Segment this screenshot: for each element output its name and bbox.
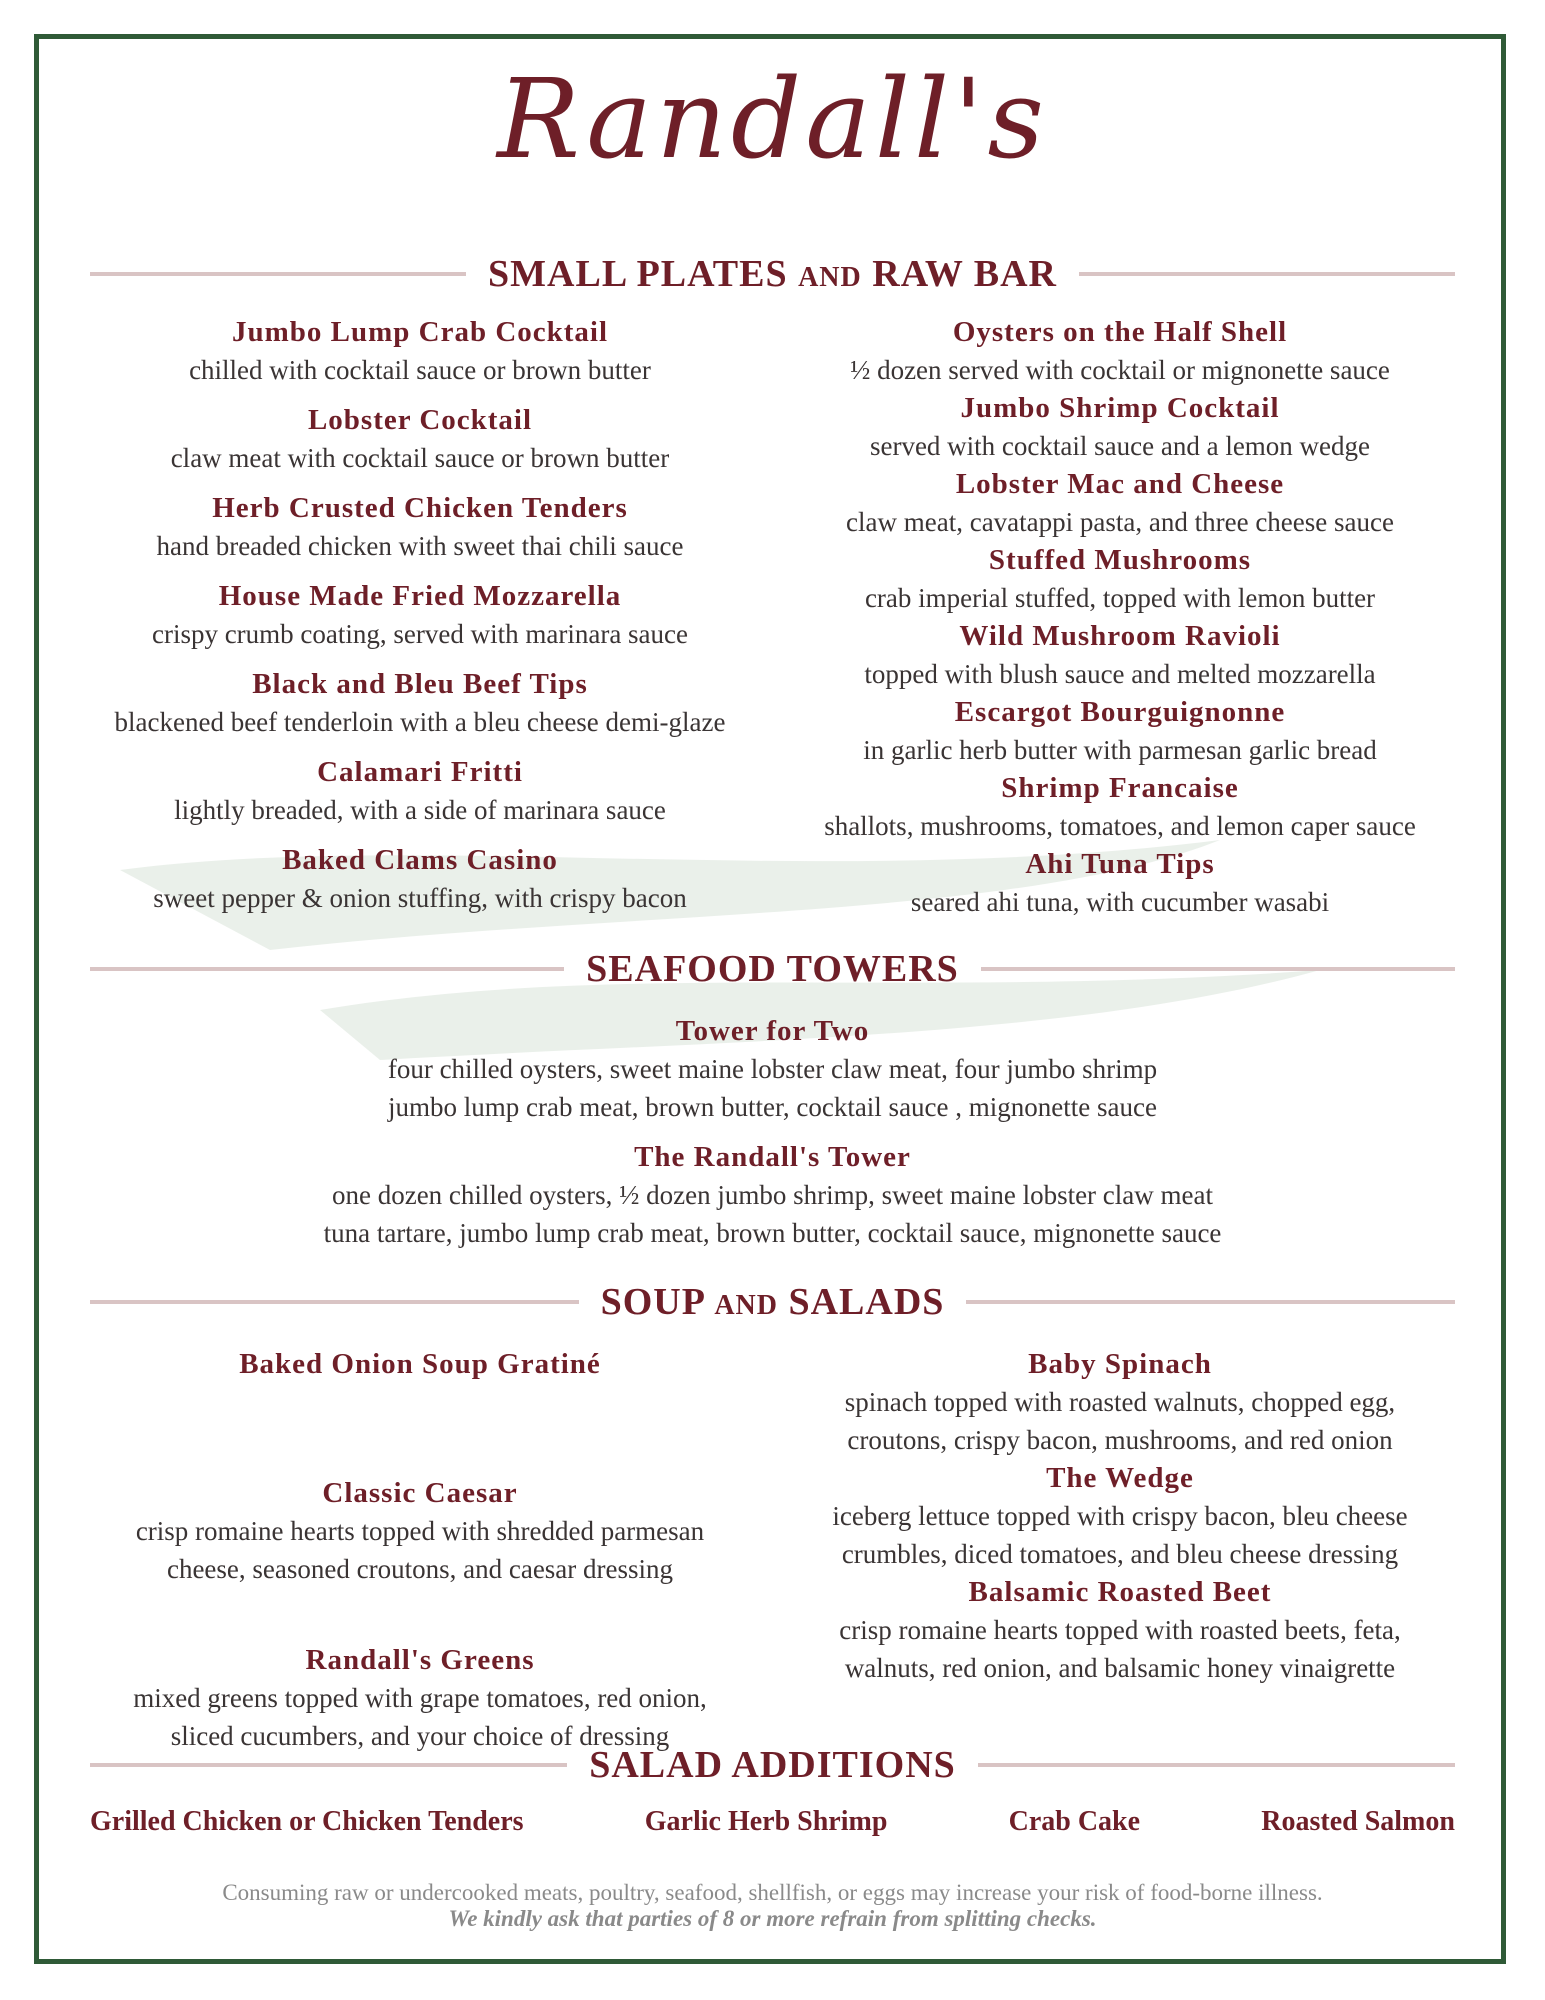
item-name: Jumbo Shrimp Cocktail xyxy=(960,392,1280,424)
item-name: Herb Crusted Chicken Tenders xyxy=(212,492,628,524)
item-name: Black and Bleu Beef Tips xyxy=(252,668,588,700)
item-name: The Randall's Tower xyxy=(634,1141,911,1173)
addition-item: Grilled Chicken or Chicken Tenders xyxy=(90,1806,524,1837)
addition-item: Crab Cake xyxy=(1008,1806,1141,1837)
item-description: crumbles, diced tomatoes, and bleu cheese dressing xyxy=(841,1539,1399,1569)
menu-item xyxy=(780,1345,1460,1459)
item-description: hand breaded chicken with sweet thai chili sauce xyxy=(156,531,684,561)
menu-item xyxy=(780,541,1460,617)
divider xyxy=(90,967,564,971)
towers-block xyxy=(80,1012,1465,1252)
menu-item xyxy=(80,577,760,653)
menu-item xyxy=(80,401,760,477)
additions-row xyxy=(90,1806,1455,1838)
salads-left-column xyxy=(80,1345,760,1755)
addition-item: Garlic Herb Shrimp xyxy=(644,1806,888,1837)
section-soup-salads xyxy=(90,1280,1455,1324)
divider xyxy=(90,1300,579,1304)
item-name: Tower for Two xyxy=(675,1015,870,1047)
item-description: seared ahi tuna, with cucumber wasabi xyxy=(910,887,1330,917)
section-title: SOUP AND SALADS xyxy=(600,1281,945,1323)
item-name: Calamari Fritti xyxy=(317,756,523,788)
menu-item xyxy=(80,313,760,389)
item-name: Jumbo Lump Crab Cocktail xyxy=(231,316,609,348)
menu-item xyxy=(80,489,760,565)
item-name: Classic Caesar xyxy=(322,1477,518,1509)
item-name: Lobster Mac and Cheese xyxy=(955,468,1285,500)
item-description: cheese, seasoned croutons, and caesar dressing xyxy=(166,1554,674,1584)
menu-item xyxy=(780,1573,1460,1687)
item-description: one dozen chilled oysters, ½ dozen jumbo shrimp, sweet maine lobster claw meat xyxy=(331,1180,1213,1210)
item-description: four chilled oysters, sweet maine lobster claw meat, four jumbo shrimp xyxy=(387,1054,1158,1084)
item-description: walnuts, red onion, and balsamic honey vinaigrette xyxy=(844,1653,1396,1683)
small-plates-right-column xyxy=(780,313,1460,921)
menu-item xyxy=(780,693,1460,769)
item-name: Lobster Cocktail xyxy=(307,404,533,436)
item-description: topped with blush sauce and melted mozzarella xyxy=(864,659,1376,689)
item-description: crispy crumb coating, served with marinara sauce xyxy=(151,619,689,649)
item-name: Oysters on the Half Shell xyxy=(952,316,1288,348)
item-description: ½ dozen served with cocktail or mignonette sauce xyxy=(850,355,1390,385)
divider xyxy=(1079,272,1455,276)
menu-item xyxy=(80,1345,760,1474)
small-plates-left-column xyxy=(80,313,760,917)
menu-item xyxy=(780,389,1460,465)
item-description: sliced cucumbers, and your choice of dressing xyxy=(170,1721,670,1751)
menu-item xyxy=(780,617,1460,693)
item-name: Stuffed Mushrooms xyxy=(988,544,1252,576)
item-name: Randall's Greens xyxy=(305,1644,535,1676)
item-name: Shrimp Francaise xyxy=(1001,772,1239,804)
section-seafood-towers xyxy=(90,947,1455,991)
item-description: served with cocktail sauce and a lemon wedge xyxy=(869,431,1371,461)
item-description: croutons, crispy bacon, mushrooms, and red onion xyxy=(847,1425,1393,1455)
item-description: claw meat, cavatappi pasta, and three cheese sauce xyxy=(846,507,1394,537)
item-name: Balsamic Roasted Beet xyxy=(968,1576,1272,1608)
item-description: jumbo lump crab meat, brown butter, cocktail sauce , mignonette sauce xyxy=(388,1092,1157,1122)
menu-item xyxy=(80,1012,1465,1126)
item-description: chilled with cocktail sauce or brown butter xyxy=(189,355,651,385)
divider xyxy=(90,272,466,276)
section-title: SMALL PLATES AND RAW BAR xyxy=(488,253,1057,295)
menu-item xyxy=(780,1459,1460,1573)
food-safety-warning: Consuming raw or undercooked meats, poultry, seafood, shellfish, or eggs may increase your risk of food-borne illness. xyxy=(222,1880,1323,1905)
item-name: Wild Mushroom Ravioli xyxy=(959,620,1281,652)
item-name: The Wedge xyxy=(1046,1462,1194,1494)
item-description: iceberg lettuce topped with crispy bacon, bleu cheese xyxy=(832,1501,1408,1531)
item-description: sweet pepper & onion stuffing, with crispy bacon xyxy=(153,883,687,913)
divider xyxy=(981,967,1455,971)
menu-item xyxy=(80,1474,760,1603)
menu-item xyxy=(80,1641,760,1755)
item-description: tuna tartare, jumbo lump crab meat, brown butter, cocktail sauce, mignonette sauce xyxy=(323,1218,1222,1248)
salads-right-column xyxy=(780,1345,1460,1687)
menu-item xyxy=(780,465,1460,541)
addition-item: Roasted Salmon xyxy=(1261,1806,1455,1837)
menu-item xyxy=(80,665,760,741)
divider xyxy=(90,1763,567,1767)
section-title: SALAD ADDITIONS xyxy=(589,1744,956,1786)
item-name: Baked Onion Soup Gratiné xyxy=(239,1348,601,1380)
divider xyxy=(978,1763,1455,1767)
menu-item xyxy=(80,753,760,829)
restaurant-logo: Randall's xyxy=(497,55,1048,183)
section-small-plates xyxy=(90,252,1455,296)
item-description: blackened beef tenderloin with a bleu cheese demi-glaze xyxy=(114,707,726,737)
menu-item xyxy=(780,313,1460,389)
menu-item xyxy=(80,841,760,917)
section-title: SEAFOOD TOWERS xyxy=(586,948,959,990)
item-name: Baby Spinach xyxy=(1028,1348,1212,1380)
item-name: Baked Clams Casino xyxy=(282,844,558,876)
item-name: Ahi Tuna Tips xyxy=(1025,848,1215,880)
divider xyxy=(966,1300,1455,1304)
item-description: spinach topped with roasted walnuts, chopped egg, xyxy=(844,1387,1396,1417)
item-description: mixed greens topped with grape tomatoes, red onion, xyxy=(133,1683,707,1713)
footer xyxy=(0,1880,1545,1932)
menu-item xyxy=(80,1138,1465,1252)
item-name: House Made Fried Mozzarella xyxy=(218,580,622,612)
menu-item xyxy=(780,769,1460,845)
split-check-notice: We kindly ask that parties of 8 or more refrain from splitting checks. xyxy=(448,1906,1097,1931)
item-name: Escargot Bourguignonne xyxy=(954,696,1286,728)
item-description: lightly breaded, with a side of marinara sauce xyxy=(174,795,666,825)
item-description: shallots, mushrooms, tomatoes, and lemon caper sauce xyxy=(824,811,1416,841)
item-description: claw meat with cocktail sauce or brown butter xyxy=(170,443,670,473)
menu-item xyxy=(780,845,1460,921)
item-description: crisp romaine hearts topped with shredded parmesan xyxy=(135,1516,705,1546)
item-description: crisp romaine hearts topped with roasted beets, feta, xyxy=(839,1615,1401,1645)
section-salad-additions xyxy=(90,1743,1455,1787)
item-description: in garlic herb butter with parmesan garlic bread xyxy=(863,735,1377,765)
item-description: crab imperial stuffed, topped with lemon butter xyxy=(864,583,1376,613)
